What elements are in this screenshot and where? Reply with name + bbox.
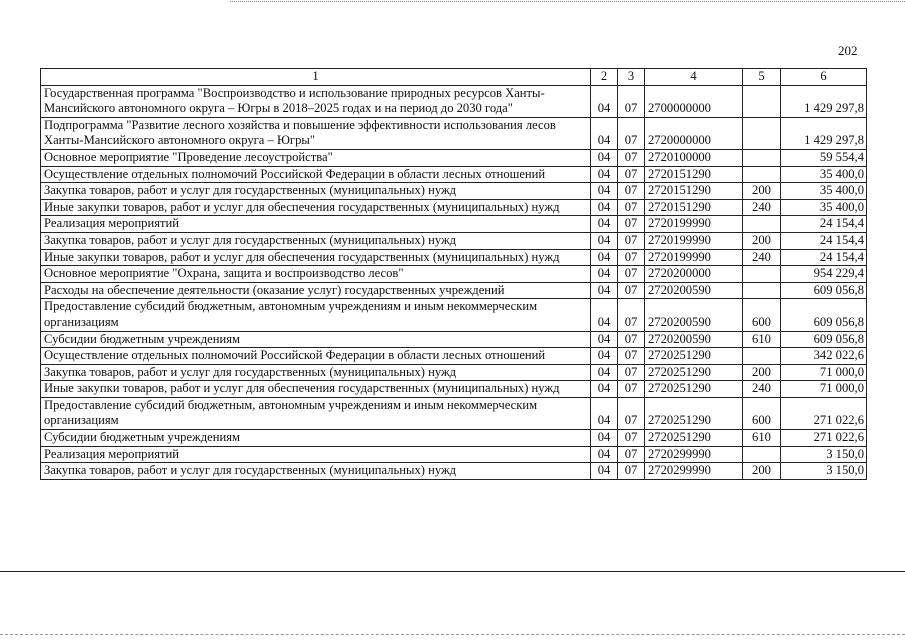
header-name: 1 (41, 69, 591, 86)
cell-target-article: 2720200590 (645, 282, 743, 299)
cell-target-article: 2720251290 (645, 364, 743, 381)
cell-subsection: 07 (618, 232, 645, 249)
cell-subsection: 07 (618, 381, 645, 398)
cell-amount: 71 000,0 (781, 381, 867, 398)
cell-amount: 3 150,0 (781, 446, 867, 463)
cell-amount: 609 056,8 (781, 299, 867, 331)
cell-amount: 71 000,0 (781, 364, 867, 381)
cell-subsection: 07 (618, 199, 645, 216)
table-row (41, 199, 867, 216)
cell-amount: 24 154,4 (781, 232, 867, 249)
table-row (41, 249, 867, 266)
cell-section: 04 (591, 166, 618, 183)
cell-section: 04 (591, 85, 618, 117)
cell-section: 04 (591, 446, 618, 463)
cell-target-article: 2700000000 (645, 85, 743, 117)
table-row (41, 430, 867, 447)
cell-amount: 954 229,4 (781, 266, 867, 283)
cell-target-article: 2720200590 (645, 331, 743, 348)
cell-name: Государственная программа "Воспроизводство и использование природных ресурсов Ханты-Мансийского автономного округа – Югры в 2018–2025 годах и на период до 2030 года" (41, 85, 591, 117)
cell-target-article: 2720199990 (645, 232, 743, 249)
cell-section: 04 (591, 364, 618, 381)
cell-subsection: 07 (618, 282, 645, 299)
header-expense-type: 5 (743, 69, 781, 86)
cell-amount: 1 429 297,8 (781, 117, 867, 149)
cell-target-article: 2720000000 (645, 117, 743, 149)
cell-target-article: 2720200590 (645, 299, 743, 331)
cell-amount: 35 400,0 (781, 183, 867, 200)
cell-section: 04 (591, 183, 618, 200)
cell-amount: 271 022,6 (781, 397, 867, 429)
scan-strike-line (0, 571, 905, 572)
table-row (41, 299, 867, 331)
cell-subsection: 07 (618, 249, 645, 266)
cell-subsection: 07 (618, 446, 645, 463)
table-row (41, 266, 867, 283)
cell-name: Реализация мероприятий (41, 216, 591, 233)
cell-expense-type (743, 216, 781, 233)
cell-expense-type: 240 (743, 381, 781, 398)
cell-amount: 24 154,4 (781, 216, 867, 233)
cell-name: Осуществление отдельных полномочий Российской Федерации в области лесных отношений (41, 348, 591, 365)
cell-name: Иные закупки товаров, работ и услуг для обеспечения государственных (муниципальных) нужд (41, 249, 591, 266)
cell-target-article: 2720251290 (645, 430, 743, 447)
cell-name: Осуществление отдельных полномочий Российской Федерации в области лесных отношений (41, 166, 591, 183)
header-section: 2 (591, 69, 618, 86)
table-header-row (41, 69, 867, 86)
table-row (41, 166, 867, 183)
cell-target-article: 2720199990 (645, 216, 743, 233)
cell-amount: 609 056,8 (781, 282, 867, 299)
cell-section: 04 (591, 463, 618, 480)
cell-subsection: 07 (618, 166, 645, 183)
cell-name: Реализация мероприятий (41, 446, 591, 463)
cell-target-article: 2720151290 (645, 199, 743, 216)
cell-amount: 35 400,0 (781, 199, 867, 216)
cell-name: Основное мероприятие "Проведение лесоустройства" (41, 149, 591, 166)
cell-section: 04 (591, 149, 618, 166)
cell-target-article: 2720151290 (645, 183, 743, 200)
table-row (41, 446, 867, 463)
page-number: 202 (838, 43, 858, 58)
cell-name: Закупка товаров, работ и услуг для государственных (муниципальных) нужд (41, 183, 591, 200)
cell-expense-type: 610 (743, 331, 781, 348)
cell-name: Субсидии бюджетным учреждениям (41, 430, 591, 447)
cell-subsection: 07 (618, 149, 645, 166)
cell-amount: 609 056,8 (781, 331, 867, 348)
table-row (41, 216, 867, 233)
cell-subsection: 07 (618, 299, 645, 331)
cell-expense-type (743, 348, 781, 365)
cell-subsection: 07 (618, 266, 645, 283)
table-row (41, 463, 867, 480)
scan-top-edge (230, 1, 905, 2)
scan-bottom-edge (0, 634, 905, 635)
cell-expense-type: 600 (743, 299, 781, 331)
cell-subsection: 07 (618, 216, 645, 233)
cell-target-article: 2720100000 (645, 149, 743, 166)
cell-name: Иные закупки товаров, работ и услуг для обеспечения государственных (муниципальных) нужд (41, 199, 591, 216)
cell-name: Субсидии бюджетным учреждениям (41, 331, 591, 348)
cell-name: Предоставление субсидий бюджетным, автономным учреждениям и иным некоммерческим организациям (41, 397, 591, 429)
cell-amount: 271 022,6 (781, 430, 867, 447)
table-row (41, 364, 867, 381)
cell-target-article: 2720199990 (645, 249, 743, 266)
cell-subsection: 07 (618, 183, 645, 200)
table-row (41, 282, 867, 299)
cell-section: 04 (591, 348, 618, 365)
header-amount: 6 (781, 69, 867, 86)
cell-amount: 35 400,0 (781, 166, 867, 183)
cell-amount: 59 554,4 (781, 149, 867, 166)
cell-expense-type: 200 (743, 463, 781, 480)
header-subsection: 3 (618, 69, 645, 86)
budget-table (40, 68, 867, 480)
cell-expense-type (743, 166, 781, 183)
cell-amount: 3 150,0 (781, 463, 867, 480)
table-row (41, 348, 867, 365)
cell-expense-type (743, 117, 781, 149)
cell-name: Закупка товаров, работ и услуг для государственных (муниципальных) нужд (41, 232, 591, 249)
table-row (41, 381, 867, 398)
cell-target-article: 2720251290 (645, 397, 743, 429)
cell-expense-type (743, 282, 781, 299)
cell-target-article: 2720251290 (645, 381, 743, 398)
table-row (41, 149, 867, 166)
cell-expense-type: 610 (743, 430, 781, 447)
table-row (41, 397, 867, 429)
cell-expense-type: 200 (743, 232, 781, 249)
table-row (41, 85, 867, 117)
cell-expense-type (743, 266, 781, 283)
cell-expense-type (743, 85, 781, 117)
cell-name: Основное мероприятие "Охрана, защита и воспроизводство лесов" (41, 266, 591, 283)
cell-section: 04 (591, 266, 618, 283)
table-row (41, 183, 867, 200)
cell-section: 04 (591, 232, 618, 249)
cell-subsection: 07 (618, 117, 645, 149)
cell-subsection: 07 (618, 331, 645, 348)
cell-expense-type: 200 (743, 364, 781, 381)
cell-name: Расходы на обеспечение деятельности (оказание услуг) государственных учреждений (41, 282, 591, 299)
cell-section: 04 (591, 249, 618, 266)
cell-name: Закупка товаров, работ и услуг для государственных (муниципальных) нужд (41, 364, 591, 381)
cell-amount: 342 022,6 (781, 348, 867, 365)
cell-section: 04 (591, 331, 618, 348)
cell-section: 04 (591, 282, 618, 299)
cell-target-article: 2720299990 (645, 463, 743, 480)
cell-amount: 24 154,4 (781, 249, 867, 266)
cell-expense-type: 600 (743, 397, 781, 429)
cell-expense-type: 240 (743, 249, 781, 266)
cell-subsection: 07 (618, 348, 645, 365)
cell-name: Подпрограмма "Развитие лесного хозяйства и повышение эффективности использования лесов Ханты-Мансийского автономного округа – Югры" (41, 117, 591, 149)
cell-target-article: 2720251290 (645, 348, 743, 365)
cell-section: 04 (591, 381, 618, 398)
cell-section: 04 (591, 430, 618, 447)
cell-subsection: 07 (618, 430, 645, 447)
cell-section: 04 (591, 199, 618, 216)
cell-expense-type (743, 149, 781, 166)
cell-target-article: 2720151290 (645, 166, 743, 183)
cell-subsection: 07 (618, 85, 645, 117)
header-target-article: 4 (645, 69, 743, 86)
table-row (41, 232, 867, 249)
cell-subsection: 07 (618, 397, 645, 429)
cell-name: Предоставление субсидий бюджетным, автономным учреждениям и иным некоммерческим организациям (41, 299, 591, 331)
table-row (41, 117, 867, 149)
cell-section: 04 (591, 216, 618, 233)
cell-expense-type (743, 446, 781, 463)
cell-section: 04 (591, 397, 618, 429)
cell-target-article: 2720299990 (645, 446, 743, 463)
cell-subsection: 07 (618, 364, 645, 381)
table-row (41, 331, 867, 348)
cell-subsection: 07 (618, 463, 645, 480)
cell-name: Закупка товаров, работ и услуг для государственных (муниципальных) нужд (41, 463, 591, 480)
cell-section: 04 (591, 299, 618, 331)
cell-amount: 1 429 297,8 (781, 85, 867, 117)
cell-expense-type: 240 (743, 199, 781, 216)
cell-target-article: 2720200000 (645, 266, 743, 283)
cell-name: Иные закупки товаров, работ и услуг для обеспечения государственных (муниципальных) нужд (41, 381, 591, 398)
cell-section: 04 (591, 117, 618, 149)
cell-expense-type: 200 (743, 183, 781, 200)
